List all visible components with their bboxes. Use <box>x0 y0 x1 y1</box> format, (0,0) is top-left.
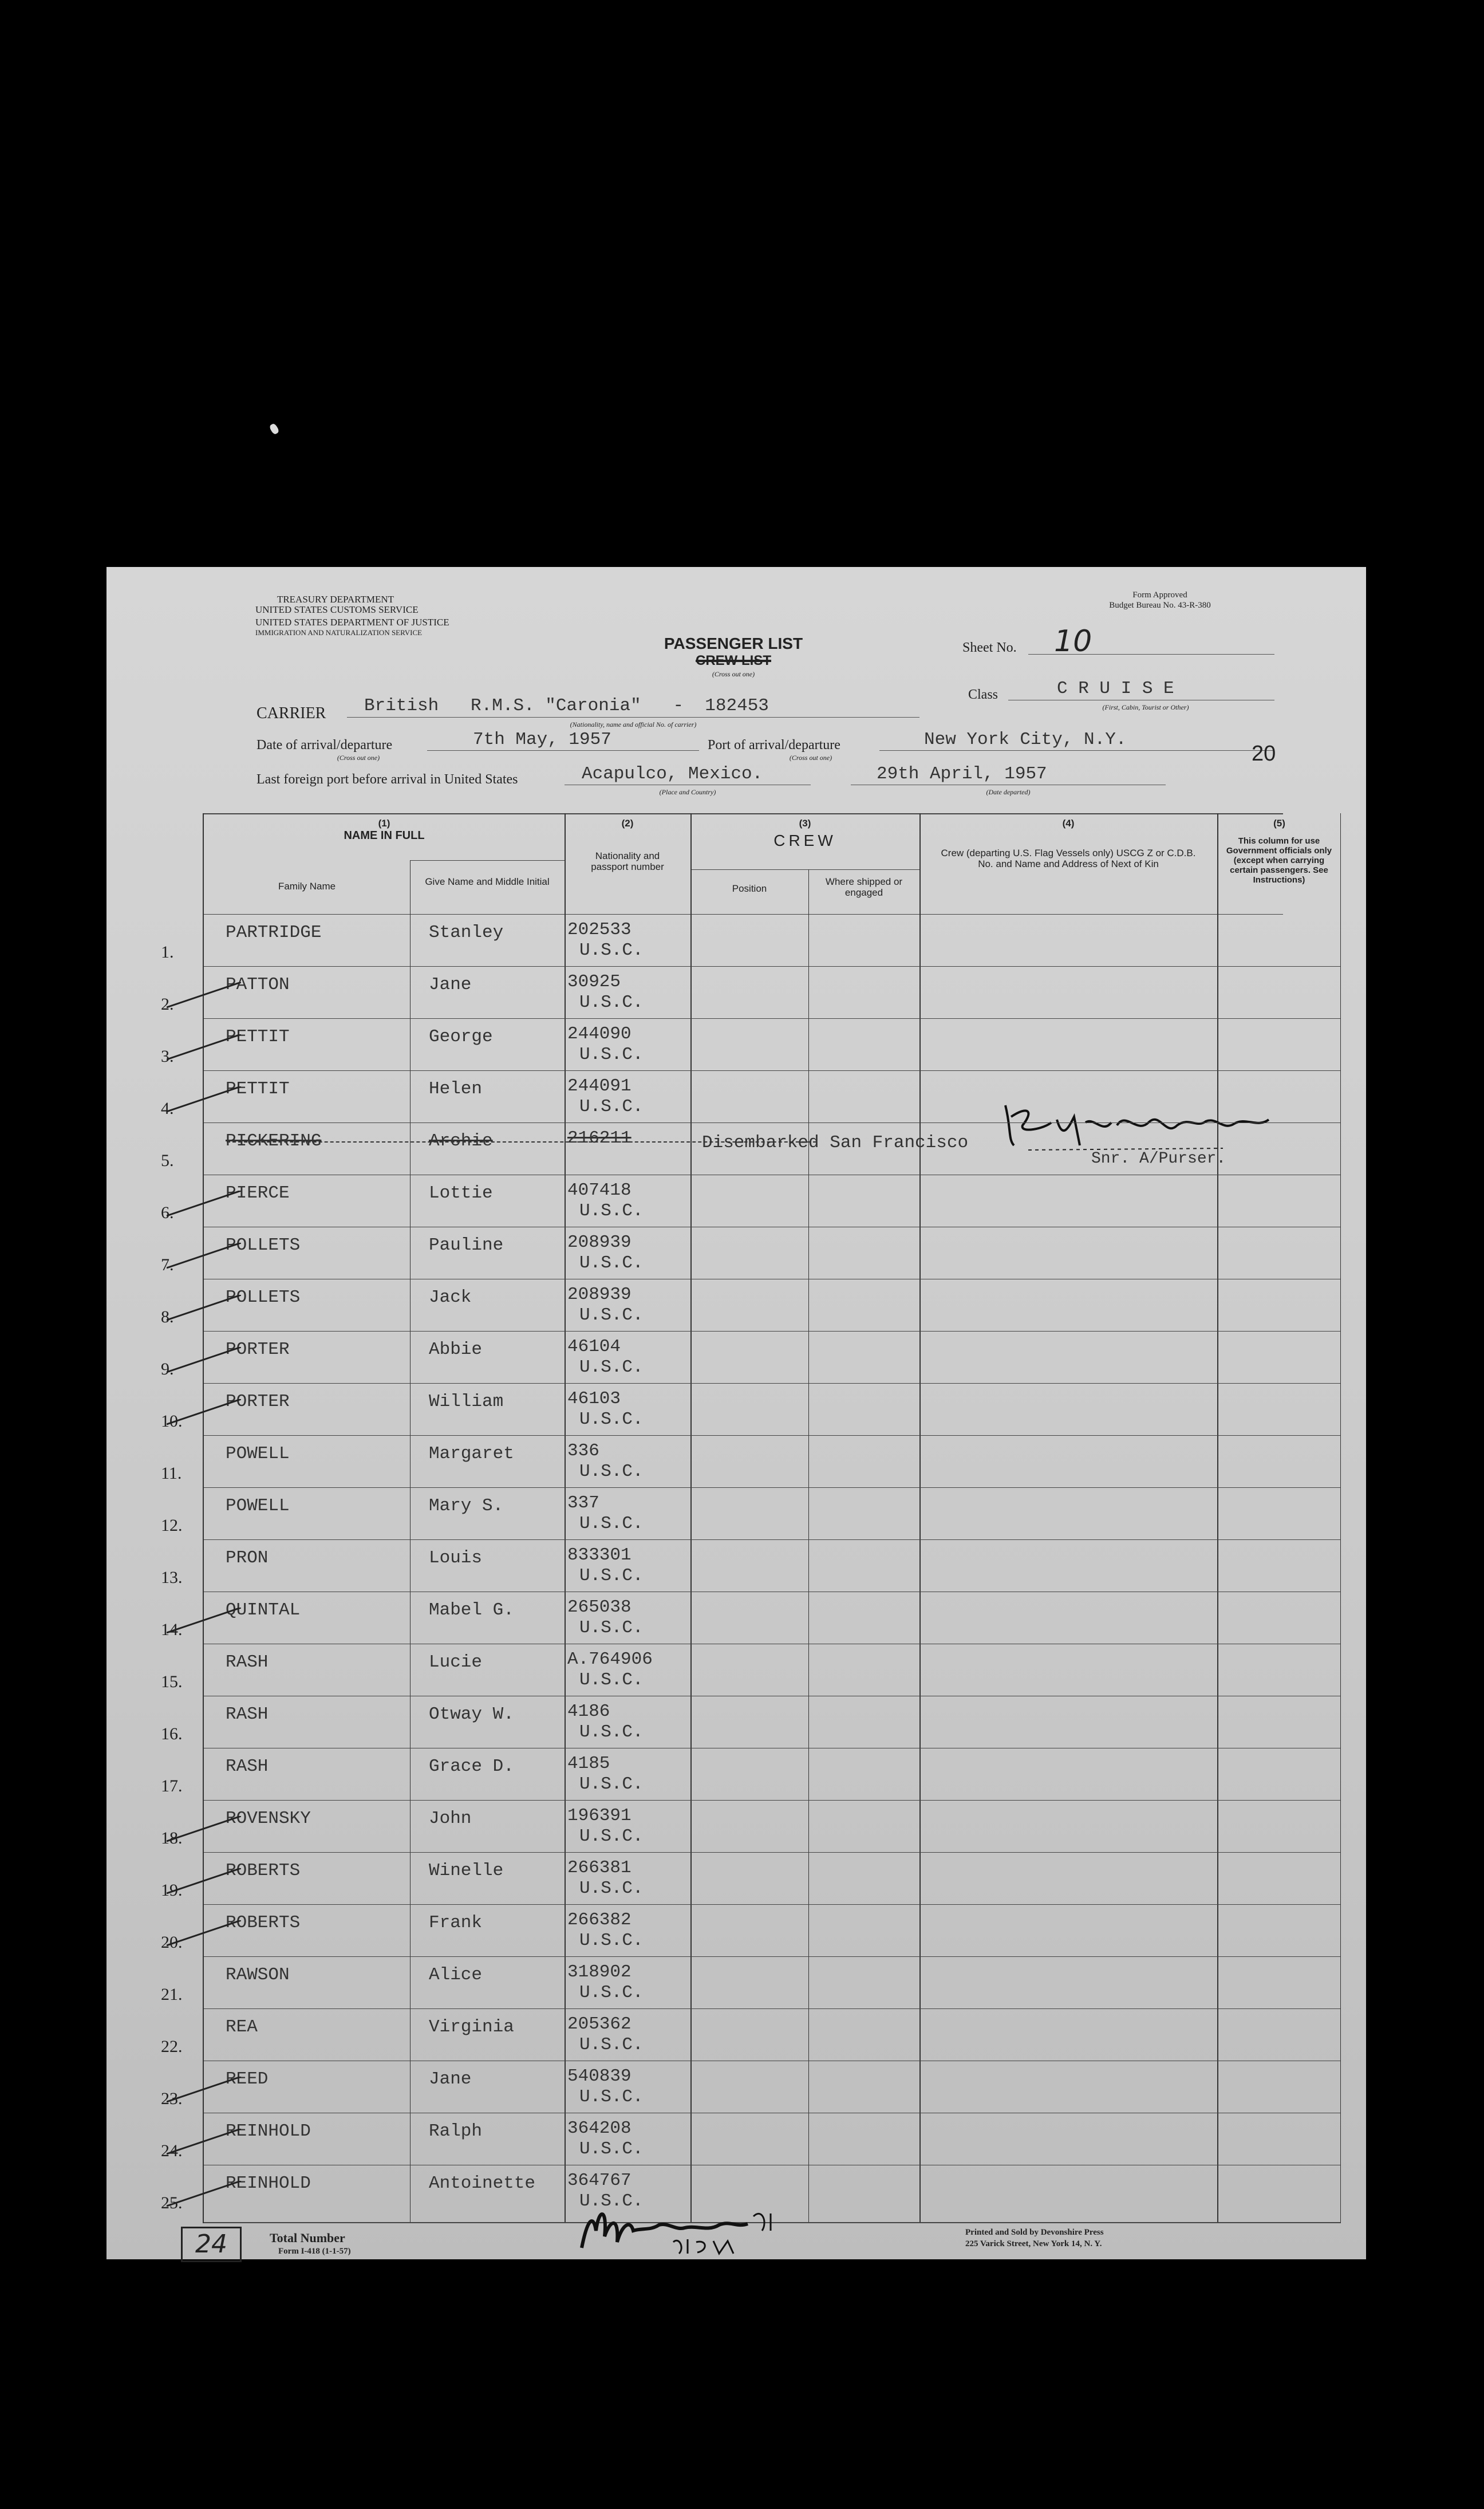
row-number: 7. <box>161 1255 174 1274</box>
col3-position: Position <box>732 883 767 894</box>
family-name: ROVENSKY <box>226 1809 311 1829</box>
class-value: C R U I S E <box>1057 679 1174 699</box>
row-divider <box>204 1070 1340 1071</box>
passport-number: 244090 <box>567 1024 632 1044</box>
citizenship: U.S.C. <box>579 1670 644 1690</box>
given-name: Pauline <box>429 1235 504 1255</box>
table-row <box>106 2008 1366 2061</box>
citizenship: U.S.C. <box>579 1097 644 1117</box>
row-number: 16. <box>161 1724 183 1743</box>
row-divider <box>204 966 1340 967</box>
citizenship: U.S.C. <box>579 1931 644 1951</box>
given-name: Lucie <box>429 1652 483 1672</box>
check-mark <box>167 982 241 1009</box>
carrier-label: CARRIER <box>256 704 326 722</box>
table-top-border <box>204 813 1283 814</box>
check-mark <box>167 2129 241 2155</box>
date-label: Date of arrival/departure <box>256 738 393 753</box>
family-name: REINHOLD <box>226 2121 311 2141</box>
col3-title: CREW <box>773 832 836 849</box>
row-number: 12. <box>161 1516 183 1535</box>
family-name: ROBERTS <box>226 1861 301 1881</box>
given-name: Winelle <box>429 1861 504 1881</box>
passport-number: A.764906 <box>567 1649 653 1669</box>
last-port-label: Last foreign port before arrival in United States <box>256 772 518 787</box>
table-row <box>106 1696 1366 1748</box>
passport-number: 202533 <box>567 920 632 940</box>
port-label: Port of arrival/departure <box>708 738 840 753</box>
given-name: William <box>429 1392 504 1412</box>
col1-family: Family Name <box>278 881 336 892</box>
sheet-label: Sheet No. <box>962 640 1017 655</box>
family-name: RASH <box>226 1704 269 1724</box>
printer-line-2: 225 Varick Street, New York 14, N. Y. <box>965 2239 1102 2248</box>
passport-number: 337 <box>567 1493 599 1513</box>
passport-number: 46103 <box>567 1389 621 1409</box>
row-divider <box>204 1956 1340 1957</box>
dept-line: IMMIGRATION AND NATURALIZATION SERVICE <box>255 628 423 637</box>
inspector-signature <box>565 2196 828 2259</box>
col1-given: Give Name and Middle Initial <box>425 876 550 887</box>
given-name: Frank <box>429 1913 483 1933</box>
family-name: PARTRIDGE <box>226 923 322 943</box>
check-mark <box>167 1868 241 1894</box>
table-row <box>106 1018 1366 1070</box>
citizenship: U.S.C. <box>579 940 644 960</box>
row-number: 9. <box>161 1360 174 1378</box>
total-number-box: 24 <box>181 2227 242 2262</box>
family-name: POWELL <box>226 1496 290 1516</box>
row-number: 20. <box>161 1933 183 1952</box>
citizenship: U.S.C. <box>579 2035 644 2055</box>
date-underline <box>427 750 699 751</box>
given-name: Alice <box>429 1965 483 1985</box>
row-divider <box>204 1852 1340 1853</box>
table-row <box>106 1539 1366 1592</box>
carrier-value: British R.M.S. "Caronia" - 182453 <box>364 696 769 716</box>
given-name: Virginia <box>429 2017 514 2037</box>
dept-line: UNITED STATES DEPARTMENT OF JUSTICE <box>255 617 449 628</box>
check-mark <box>167 2077 241 2103</box>
passport-number: 30925 <box>567 972 621 992</box>
carrier-note: (Nationality, name and official No. of carrier) <box>570 720 697 728</box>
form-title: PASSENGER LIST <box>664 635 803 652</box>
passenger-list-form <box>106 567 1366 2259</box>
given-name: Otway W. <box>429 1704 514 1724</box>
check-mark <box>167 1034 241 1061</box>
class-note: (First, Cabin, Tourist or Other) <box>1102 703 1189 711</box>
family-name: REA <box>226 2017 258 2037</box>
passport-number: 364767 <box>567 2171 632 2191</box>
family-name: ROBERTS <box>226 1913 301 1933</box>
passport-number: 407418 <box>567 1180 632 1200</box>
port-note: (Cross out one) <box>789 754 832 762</box>
family-name: PETTIT <box>226 1027 290 1047</box>
date-departed-note: (Date departed) <box>986 788 1031 796</box>
family-name: RAWSON <box>226 1965 290 1985</box>
family-name: PICKERING <box>226 1131 322 1151</box>
row-divider <box>204 1122 1340 1123</box>
cross-out-note: (Cross out one) <box>712 670 755 678</box>
citizenship: U.S.C. <box>579 1305 644 1325</box>
table-row <box>106 1383 1366 1435</box>
check-mark <box>167 1191 241 1217</box>
passport-number: 833301 <box>567 1545 632 1565</box>
col5-number: (5) <box>1273 818 1285 829</box>
family-name: RASH <box>226 1756 269 1777</box>
row-divider <box>204 1383 1340 1384</box>
total-number-label: Total Number <box>270 2231 345 2245</box>
form-number: Form I-418 (1-1-57) <box>278 2247 351 2256</box>
citizenship: U.S.C. <box>579 1983 644 2003</box>
check-mark <box>167 1608 241 1634</box>
family-name: REINHOLD <box>226 2173 311 2193</box>
family-name: POLLETS <box>226 1287 301 1307</box>
date-note: (Cross out one) <box>337 754 380 762</box>
family-name: QUINTAL <box>226 1600 301 1620</box>
given-name: Mabel G. <box>429 1600 514 1620</box>
check-mark <box>167 1243 241 1269</box>
row-divider <box>204 1800 1340 1801</box>
corner-number: 20 <box>1252 742 1276 766</box>
family-name: PETTIT <box>226 1079 290 1099</box>
family-name: PORTER <box>226 1340 290 1360</box>
citizenship: U.S.C. <box>579 1878 644 1899</box>
given-name: John <box>429 1809 472 1829</box>
row-number: 2. <box>161 995 174 1014</box>
citizenship: U.S.C. <box>579 1514 644 1534</box>
given-name: Jane <box>429 975 472 995</box>
given-name: Margaret <box>429 1444 514 1464</box>
carrier-underline <box>347 717 919 718</box>
col1-title: NAME IN FULL <box>344 829 425 842</box>
check-mark <box>167 1816 241 1842</box>
citizenship: U.S.C. <box>579 2139 644 2159</box>
table-row <box>106 2113 1366 2165</box>
passport-number: 205362 <box>567 2014 632 2034</box>
family-name: POLLETS <box>226 1235 301 1255</box>
department-block <box>255 594 449 638</box>
sheet-number: 10 <box>1054 624 1092 659</box>
citizenship: U.S.C. <box>579 1462 644 1482</box>
given-name: Abbie <box>429 1340 483 1360</box>
port-underline <box>879 750 1274 751</box>
col3-where: Where shipped or engaged <box>825 876 903 898</box>
check-mark <box>167 1347 241 1373</box>
passport-number: 46104 <box>567 1337 621 1357</box>
row-number: 10. <box>161 1412 183 1431</box>
row-number: 14. <box>161 1620 183 1639</box>
table-row <box>106 1175 1366 1227</box>
row-number: 1. <box>161 943 174 962</box>
row-number: 13. <box>161 1568 183 1587</box>
row-number: 6. <box>161 1203 174 1222</box>
row-number: 24. <box>161 2141 183 2160</box>
passport-number: 265038 <box>567 1597 632 1617</box>
table-row <box>106 2061 1366 2113</box>
citizenship: U.S.C. <box>579 1253 644 1273</box>
table-row <box>106 1852 1366 1904</box>
table-row <box>106 1279 1366 1331</box>
col2-number: (2) <box>621 818 634 829</box>
given-name: Stanley <box>429 923 504 943</box>
given-name: George <box>429 1027 493 1047</box>
last-port-value: Acapulco, Mexico. <box>582 764 763 784</box>
passport-number: 266381 <box>567 1858 632 1878</box>
purser-title: Snr. A/Purser. <box>1091 1150 1226 1168</box>
row-number: 17. <box>161 1777 183 1795</box>
given-name: Grace D. <box>429 1756 514 1777</box>
purser-signature <box>994 1094 1292 1157</box>
citizenship: U.S.C. <box>579 2087 644 2107</box>
citizenship: U.S.C. <box>579 1566 644 1586</box>
table-row <box>106 1331 1366 1383</box>
passport-number: 208939 <box>567 1285 632 1305</box>
form-approved-line: Budget Bureau No. 43-R-380 <box>1109 601 1211 610</box>
table-row <box>106 1592 1366 1644</box>
citizenship: U.S.C. <box>579 1826 644 1846</box>
form-approved <box>1091 590 1229 610</box>
family-name: REED <box>226 2069 269 2089</box>
passport-number: 216211 <box>567 1128 632 1148</box>
col2-title: Nationality and passport number <box>591 850 664 872</box>
citizenship: U.S.C. <box>579 1357 644 1377</box>
table-row <box>106 1435 1366 1487</box>
given-name: Lottie <box>429 1183 493 1203</box>
row-divider <box>204 1487 1340 1488</box>
row-number: 8. <box>161 1307 174 1326</box>
citizenship: U.S.C. <box>579 2191 644 2211</box>
row-divider <box>204 2008 1340 2009</box>
row-number: 21. <box>161 1985 183 2004</box>
passport-number: 364208 <box>567 2118 632 2138</box>
col4-title: Crew (departing U.S. Flag Vessels only) USCG Z or C.D.B. No. and Name and Address of Next of Kin <box>941 848 1196 869</box>
form-title-struck: CREW LIST <box>696 653 771 668</box>
given-name: Antoinette <box>429 2173 536 2193</box>
row-number: 15. <box>161 1672 183 1691</box>
row-divider <box>204 1904 1340 1905</box>
dept-line: UNITED STATES CUSTOMS SERVICE <box>255 604 419 615</box>
row-number: 5. <box>161 1151 174 1170</box>
citizenship: U.S.C. <box>579 1722 644 1742</box>
row-number: 18. <box>161 1829 183 1848</box>
citizenship: U.S.C. <box>579 1201 644 1221</box>
check-mark <box>167 1920 241 1947</box>
family-name: PIERCE <box>226 1183 290 1203</box>
table-row-disembarked <box>106 1122 1366 1175</box>
passport-number: 540839 <box>567 2066 632 2086</box>
dust-speck <box>269 423 279 435</box>
citizenship: U.S.C. <box>579 992 644 1013</box>
passport-number: 266382 <box>567 1910 632 1930</box>
row-number: 11. <box>161 1464 182 1483</box>
given-name: Mary S. <box>429 1496 504 1516</box>
passport-number: 318902 <box>567 1962 632 1982</box>
table-row <box>106 1487 1366 1539</box>
table-row <box>106 1904 1366 1956</box>
row-number: 22. <box>161 2037 183 2056</box>
row-number: 25. <box>161 2193 183 2212</box>
passport-number: 208939 <box>567 1232 632 1252</box>
given-name: Jane <box>429 2069 472 2089</box>
given-name: Helen <box>429 1079 483 1099</box>
disembarked-note: Disembarked San Francisco <box>702 1133 969 1153</box>
col1-number: (1) <box>378 818 390 829</box>
citizenship: U.S.C. <box>579 1618 644 1638</box>
family-name: PRON <box>226 1548 269 1568</box>
port-value: New York City, N.Y. <box>924 730 1127 750</box>
check-mark <box>167 2181 241 2207</box>
row-number: 3. <box>161 1047 174 1066</box>
table-row <box>106 1227 1366 1279</box>
row-divider <box>204 1018 1340 1019</box>
table-row <box>106 1748 1366 1800</box>
table-row <box>106 914 1366 966</box>
row-divider <box>204 1331 1340 1332</box>
check-mark <box>167 1086 241 1113</box>
check-mark <box>167 1399 241 1425</box>
citizenship: U.S.C. <box>579 1409 644 1429</box>
row-divider <box>204 1435 1340 1436</box>
form-approved-line: Form Approved <box>1132 590 1187 600</box>
table-row <box>106 1644 1366 1696</box>
date-departed-value: 29th April, 1957 <box>877 764 1047 784</box>
passport-number: 4185 <box>567 1754 610 1774</box>
name-subheader-border <box>410 860 565 861</box>
row-number: 4. <box>161 1099 174 1118</box>
given-name: Ralph <box>429 2121 483 2141</box>
printer-line-1: Printed and Sold by Devonshire Press <box>965 2228 1104 2237</box>
family-name: PORTER <box>226 1392 290 1412</box>
family-name: RASH <box>226 1652 269 1672</box>
given-name: Jack <box>429 1287 472 1307</box>
crew-subheader-border <box>690 869 919 870</box>
last-port-note: (Place and Country) <box>659 788 716 796</box>
check-mark <box>167 1295 241 1321</box>
table-row <box>106 966 1366 1018</box>
family-name: PATTON <box>226 975 290 995</box>
class-label: Class <box>968 687 998 702</box>
col3-number: (3) <box>799 818 811 829</box>
given-name: Archie <box>429 1131 493 1151</box>
date-value: 7th May, 1957 <box>473 730 611 750</box>
family-name: POWELL <box>226 1444 290 1464</box>
table-row <box>106 1800 1366 1852</box>
passport-number: 336 <box>567 1441 599 1461</box>
dept-line: TREASURY DEPARTMENT <box>277 594 394 605</box>
col5-title: This column for use Government officials only (except when carrying certain passengers. See Instructions) <box>1226 836 1332 885</box>
passport-number: 244091 <box>567 1076 632 1096</box>
row-number: 23. <box>161 2089 183 2108</box>
passport-number: 196391 <box>567 1806 632 1826</box>
sheet-underline <box>1028 654 1274 655</box>
col4-number: (4) <box>1062 818 1075 829</box>
citizenship: U.S.C. <box>579 1045 644 1065</box>
passport-number: 4186 <box>567 1701 610 1722</box>
row-divider <box>204 1539 1340 1540</box>
row-number: 19. <box>161 1881 183 1900</box>
given-name: Louis <box>429 1548 483 1568</box>
table-row <box>106 1956 1366 2008</box>
citizenship: U.S.C. <box>579 1774 644 1794</box>
